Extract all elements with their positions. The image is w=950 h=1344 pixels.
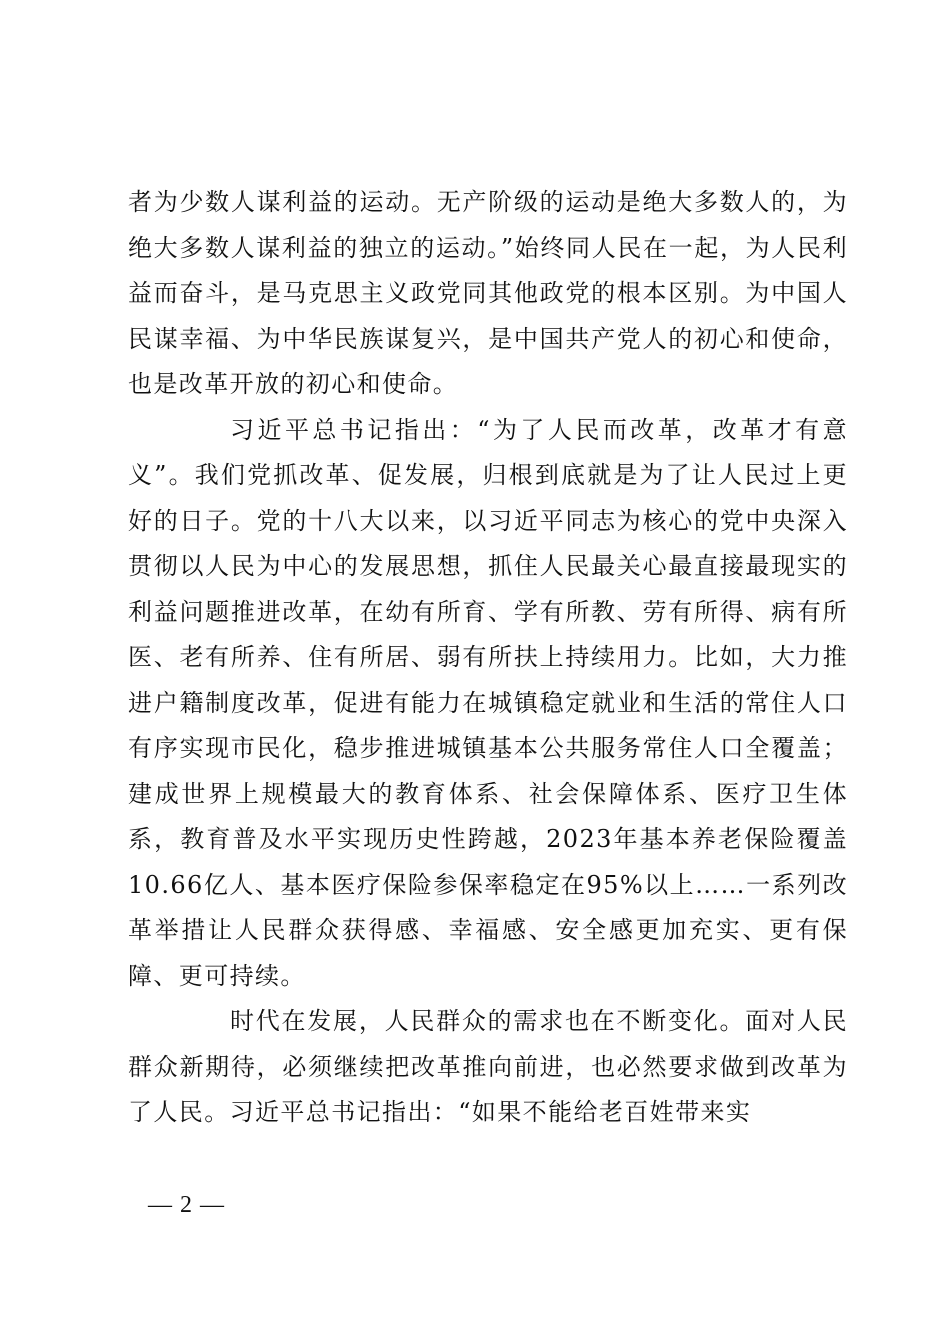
paragraph-reform-for-people: 习近平总书记指出：“为了人民而改革，改革才有意义”。我们党抓改革、促发展，归根到底就是为了让人民过上更好的日子。党的十八大以来，以习近平同志为核心的党中央深入贯彻以人民为中心的发展思想，抓住人民最关心最直接最现实的利益问题推进改革，在幼有所育、学有所教、劳有所得、病有所医、老有所养、住有所居、弱有所扶上持续用力。比如，大力推进户籍制度改革，促进有能力在城镇稳定就业和生活的常住人口有序实现市民化，稳步推进城镇基本公共服务常住人口全覆盖；建成世界上规模最大的教育体系、社会保障体系、医疗卫生体系，教育普及水平实现历史性跨越，2023年基本养老保险覆盖10.66亿人、基本医疗保险参保率稳定在95%以上……一系列改革举措让人民群众获得感、幸福感、安全感更加充实、更有保障、更可持续。 bbox=[128, 415, 848, 990]
page-number: — 2 — bbox=[148, 1192, 225, 1218]
paragraph-continuation: 者为少数人谋利益的运动。无产阶级的运动是绝大多数人的，为绝大多数人谋利益的独立的运动。”始终同人民在一起，为人民利益而奋斗，是马克思主义政党同其他政党的根本区别。为中国人民谋幸福、为中华民族谋复兴，是中国共产党人的初心和使命，也是改革开放的初心和使命。 bbox=[128, 188, 848, 398]
paragraph-times-developing: 时代在发展，人民群众的需求也在不断变化。面对人民群众新期待，必须继续把改革推向前进，也必然要求做到改革为了人民。习近平总书记指出：“如果不能给老百姓带来实 bbox=[128, 1007, 848, 1126]
body-text bbox=[128, 180, 848, 1136]
